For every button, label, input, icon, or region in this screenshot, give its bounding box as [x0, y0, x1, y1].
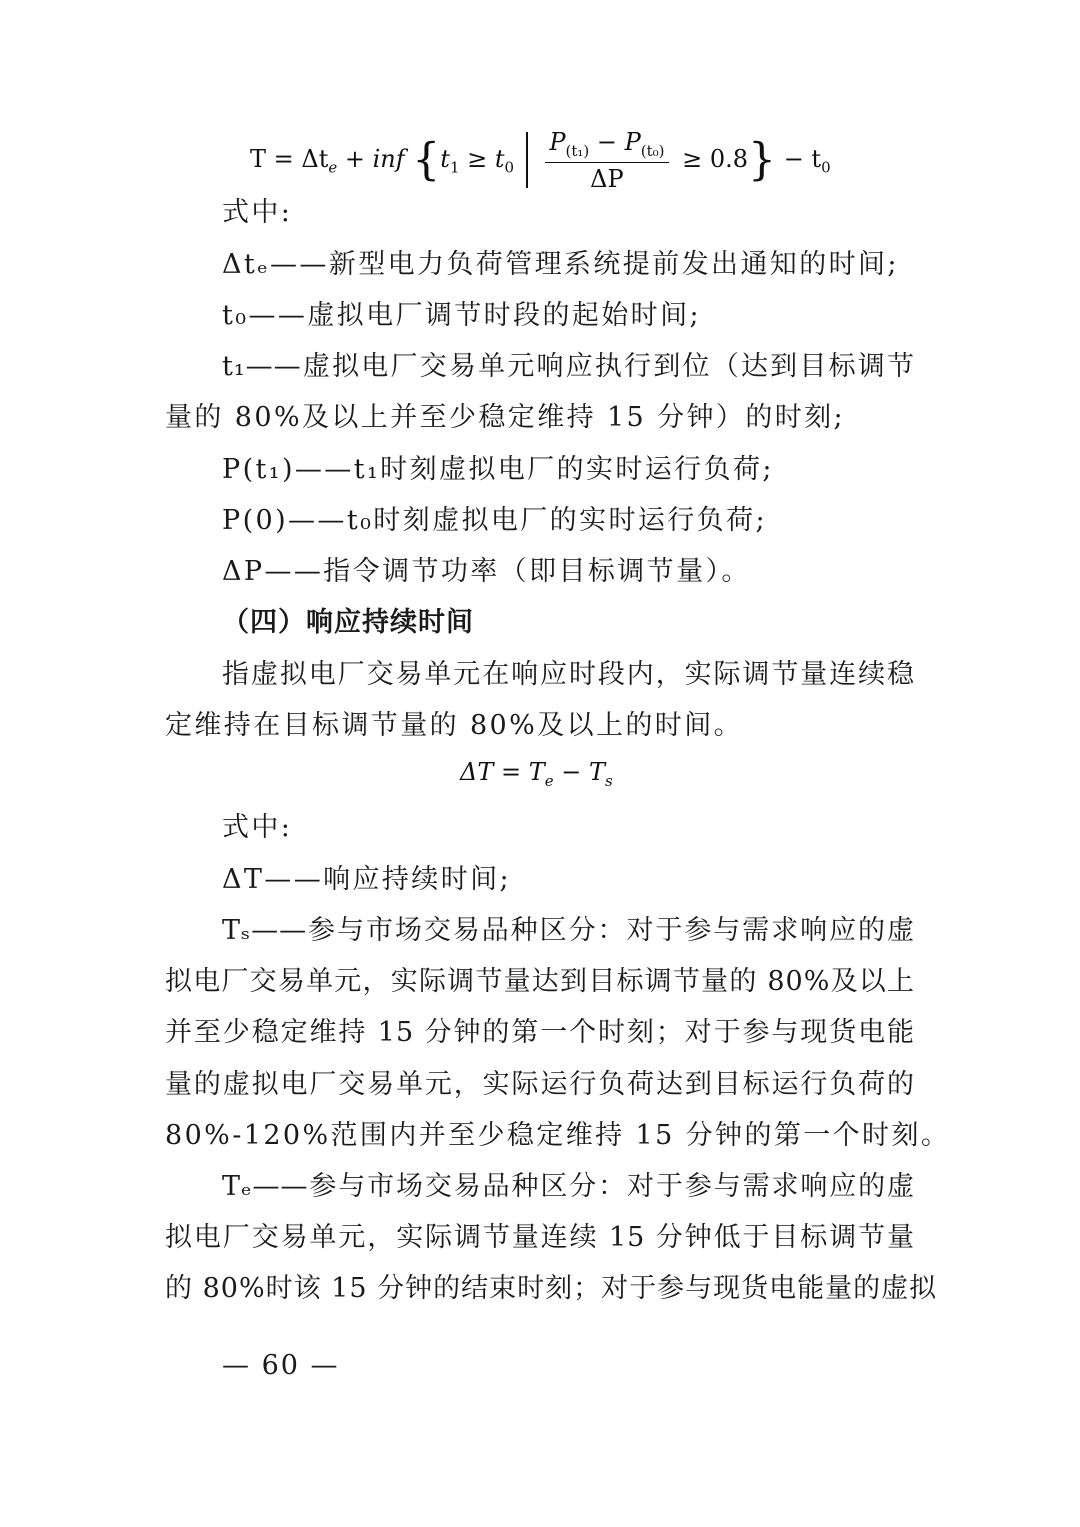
- text-line: P(0)——t₀时刻虚拟电厂的实时运行负荷;: [222, 505, 767, 536]
- formula2-sub-b: s: [604, 771, 613, 790]
- formula1-t0-sub: 0: [504, 158, 515, 177]
- text-line: 式中:: [222, 812, 293, 843]
- left-brace: {: [412, 134, 441, 186]
- section-heading: （四）响应持续时间: [222, 607, 474, 638]
- text-line: 式中:: [222, 197, 293, 228]
- formula1-lhs-sub: e: [328, 158, 338, 177]
- right-brace: }: [748, 134, 777, 186]
- formula1-lhs: T = Δt: [250, 144, 329, 173]
- text-line: 拟电厂交易单元，实际调节量连续 15 分钟低于目标调节量: [165, 1222, 915, 1253]
- num-p1-sub: (t₁): [565, 141, 590, 160]
- text-line: t₀——虚拟电厂调节时段的起始时间;: [222, 300, 701, 331]
- text-line: t₁——虚拟电厂交易单元响应执行到位（达到目标调节: [222, 351, 915, 382]
- text-line: ΔT——响应持续时间;: [222, 864, 512, 895]
- fraction-numerator: [545, 128, 668, 163]
- text-line: 指虚拟电厂交易单元在响应时段内，实际调节量连续稳: [222, 659, 915, 690]
- formula2-sub-a: e: [544, 771, 554, 790]
- text-line: 的 80%时该 15 分钟的结束时刻；对于参与现货电能量的虚拟: [165, 1273, 938, 1304]
- formula1-t1: t: [440, 144, 450, 173]
- fraction-denominator: ΔP: [590, 164, 624, 193]
- text-line: Tₑ——参与市场交易品种区分：对于参与需求响应的虚: [222, 1171, 915, 1202]
- text-line: 并至少稳定维持 15 分钟的第一个时刻；对于参与现货电能: [165, 1017, 915, 1048]
- conditional-bar: [526, 132, 528, 188]
- formula1-threshold: ≥ 0.8: [682, 144, 749, 173]
- formula1-geq: ≥ t: [459, 144, 505, 173]
- text-line: 定维持在目标调节量的 80%及以上的时间。: [165, 710, 743, 741]
- formula1-tail: − t: [783, 144, 822, 173]
- num-minus-p2: − P: [589, 128, 641, 156]
- text-line: Δtₑ——新型电力负荷管理系统提前发出通知的时间;: [222, 249, 899, 280]
- page-number: — 60 —: [222, 1350, 340, 1381]
- formula1-inf: + inf: [337, 144, 405, 173]
- text-line: 量的虚拟电厂交易单元，实际运行负荷达到目标运行负荷的: [165, 1069, 915, 1100]
- formula2-b: − T: [553, 758, 605, 786]
- formula-duration: [460, 758, 613, 790]
- formula-response-time: [250, 128, 831, 193]
- text-line: 拟电厂交易单元，实际调节量达到目标调节量的 80%及以上: [165, 966, 915, 997]
- fraction: [545, 128, 668, 193]
- formula2-a: ΔT = T: [460, 758, 545, 786]
- formula1-tail-sub: 0: [821, 158, 831, 177]
- text-line: ΔP——指令调节功率（即目标调节量）。: [222, 556, 751, 587]
- formula1-t1-sub: 1: [449, 158, 460, 177]
- text-line: Tₛ——参与市场交易品种区分：对于参与需求响应的虚: [222, 915, 915, 946]
- num-p1: P: [549, 128, 566, 156]
- text-line: P(t₁)——t₁时刻虚拟电厂的实时运行负荷;: [222, 454, 774, 485]
- num-p2-sub: (t₀): [640, 141, 665, 160]
- text-line: 量的 80%及以上并至少稳定维持 15 分钟）的时刻;: [165, 402, 846, 433]
- text-line: 80%-120%范围内并至少稳定维持 15 分钟的第一个时刻。: [165, 1120, 951, 1151]
